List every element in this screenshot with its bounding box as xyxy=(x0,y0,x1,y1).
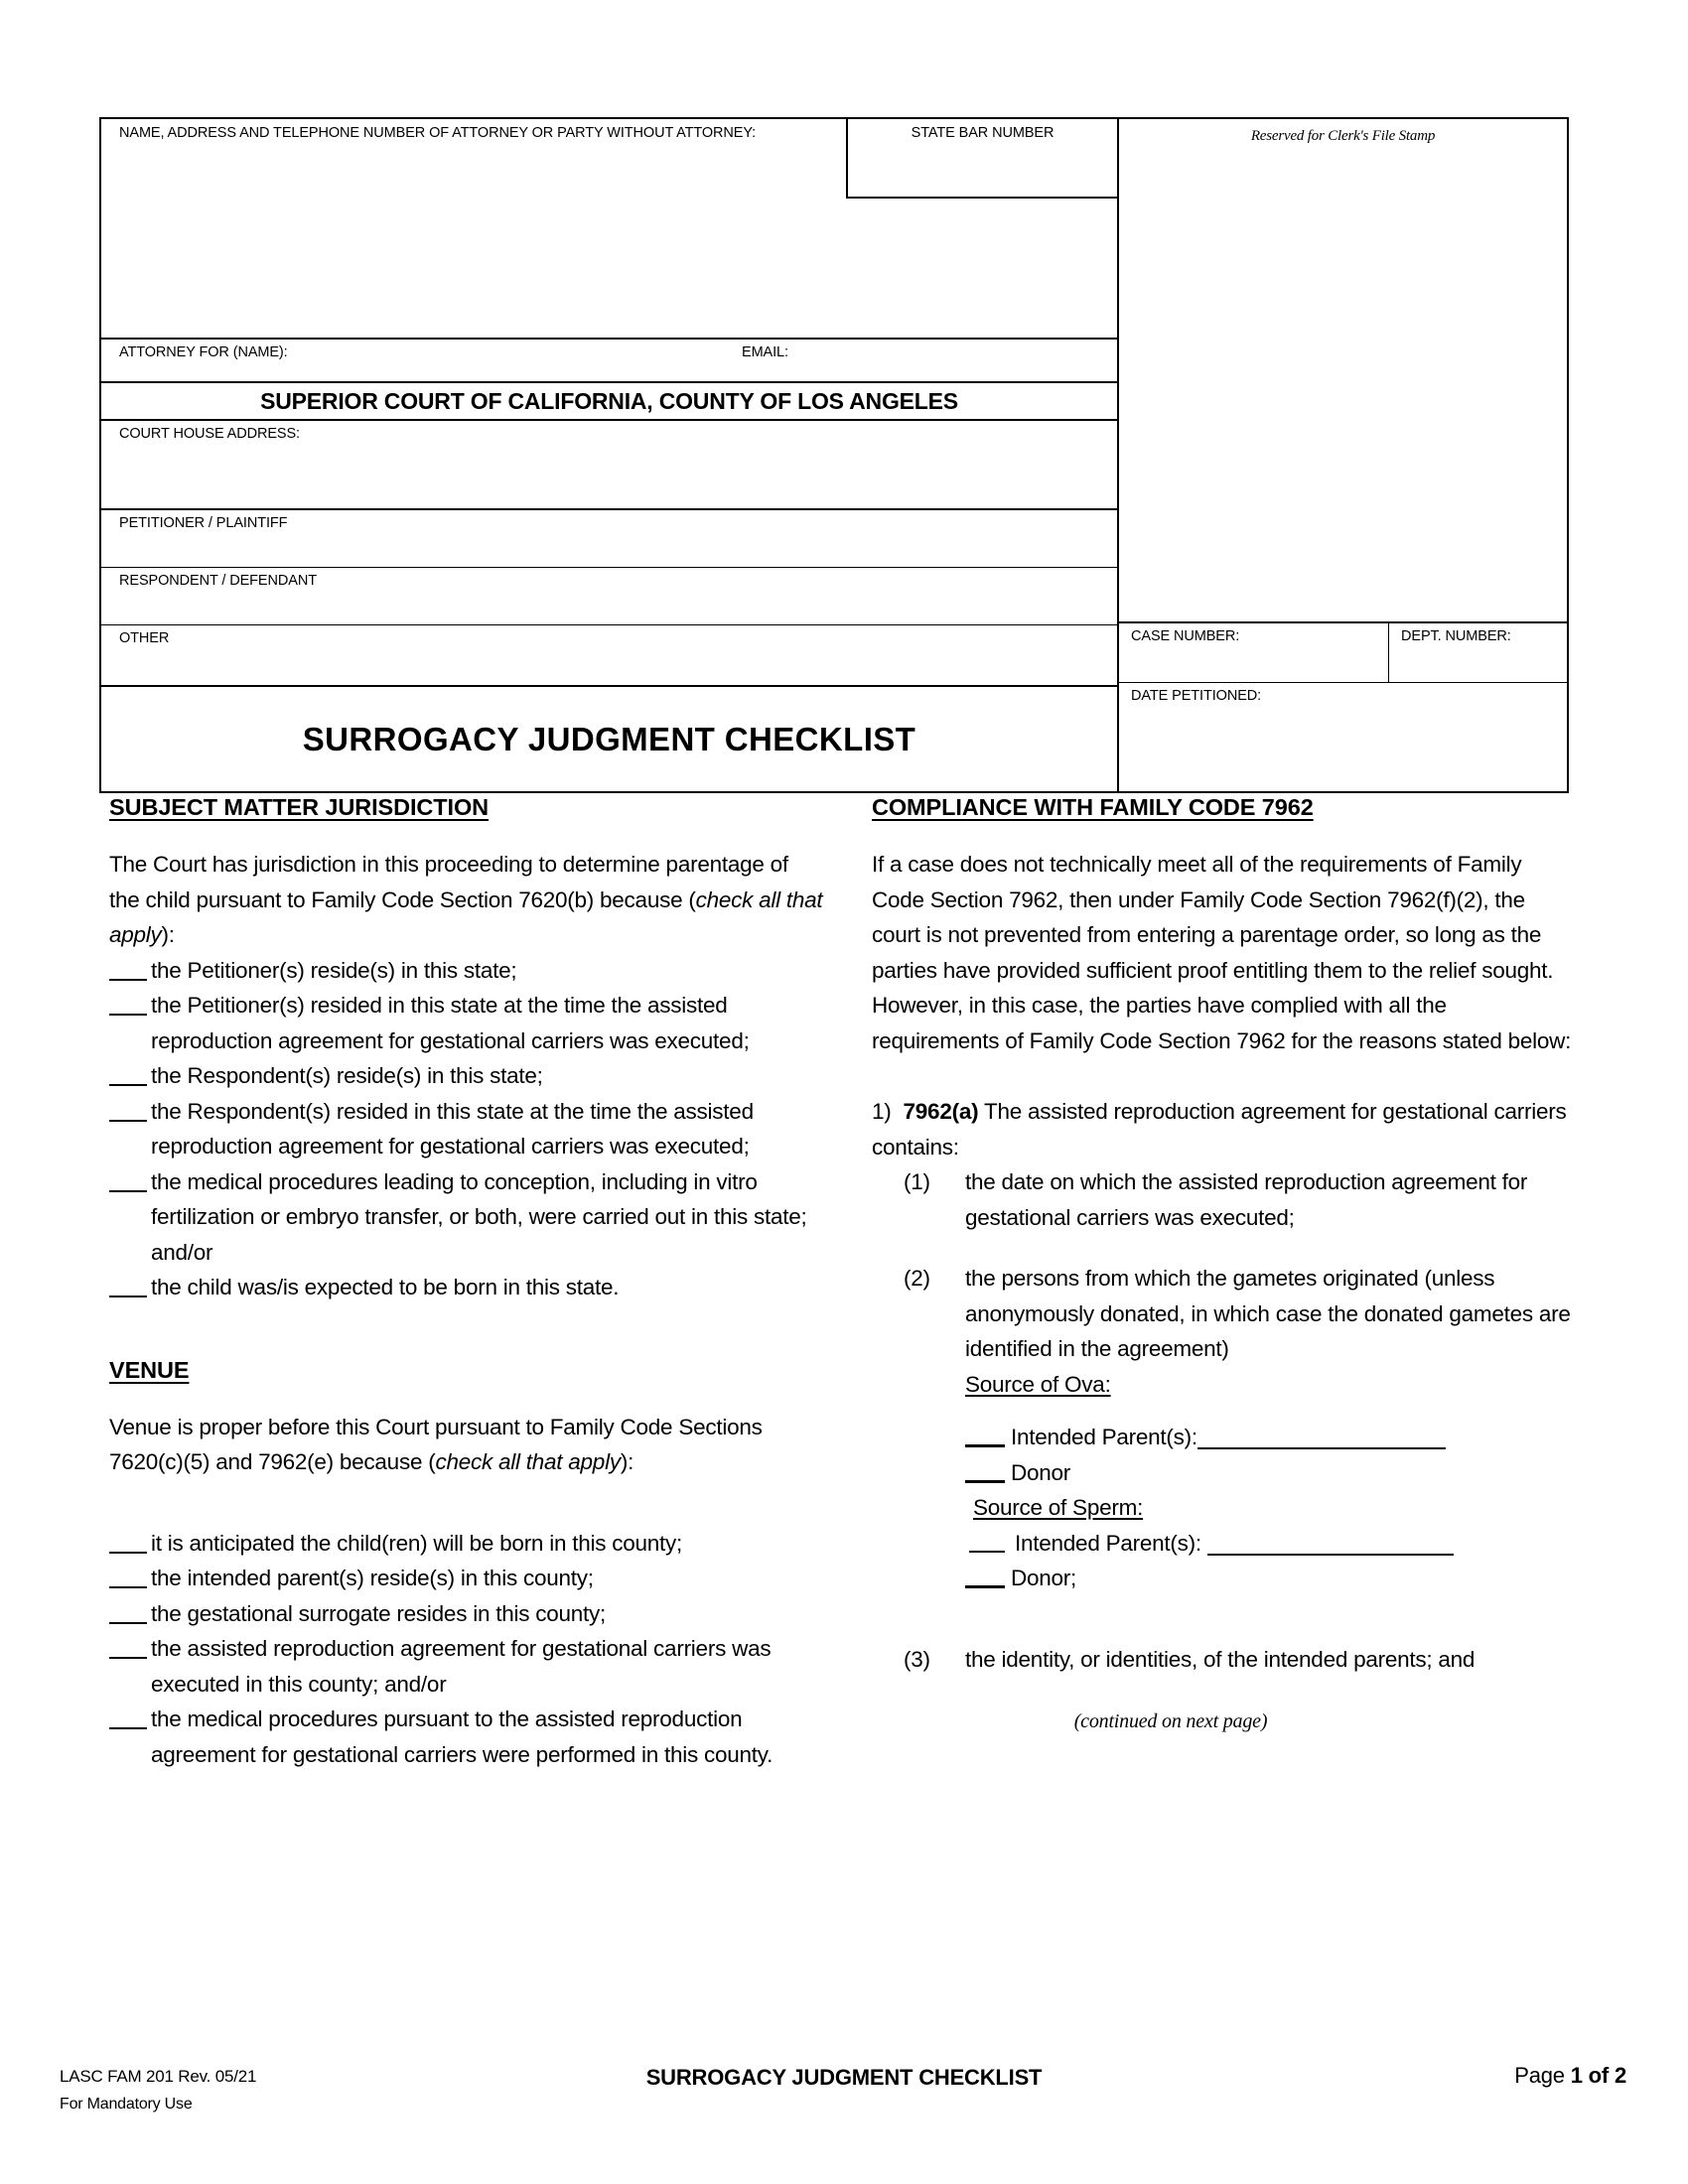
subitem-marker: (1) xyxy=(904,1169,930,1194)
checklist-item-label: the Petitioner(s) reside(s) in this state; xyxy=(151,957,517,983)
spacer xyxy=(872,1402,1579,1420)
checklist-item-label: the medical procedures leading to conception, including in vitro fertilization or embryo transfer, or both, were carried out in this state; and/or xyxy=(151,1168,807,1265)
case-number-label: CASE NUMBER: xyxy=(1131,628,1240,644)
compliance-subitem-2 xyxy=(904,1261,1579,1402)
source-of-sperm-row xyxy=(965,1490,1579,1526)
footer-mandatory-use: For Mandatory Use xyxy=(60,2096,193,2113)
attorney-name-label: NAME, ADDRESS AND TELEPHONE NUMBER OF ATTORNEY OR PARTY WITHOUT ATTORNEY: xyxy=(119,125,757,141)
sperm-donor-label: Donor; xyxy=(1011,1566,1077,1590)
item-text: The assisted reproduction agreement for gestational carriers contains: xyxy=(872,1099,1567,1160)
section-heading-jurisdiction: SUBJECT MATTER JURISDICTION xyxy=(109,794,490,820)
checklist-item[interactable] xyxy=(109,1164,824,1271)
spacer xyxy=(872,1058,1579,1094)
dept-number-field[interactable] xyxy=(1389,623,1567,682)
section-heading-venue: VENUE xyxy=(109,1356,190,1383)
continued-note: (continued on next page) xyxy=(1073,1710,1268,1732)
spacer xyxy=(109,1480,824,1526)
source-of-sperm-label: Source of Sperm: xyxy=(973,1495,1144,1520)
ova-options xyxy=(965,1420,1579,1596)
court-name: SUPERIOR COURT OF CALIFORNIA, COUNTY OF LOS ANGELES xyxy=(260,387,958,414)
checklist-item-label: the gestational surrogate resides in this county; xyxy=(151,1600,607,1626)
compliance-intro: If a case does not technically meet all of the requirements of Family Code Section 7962, then under Family Code Section 7962(f)(2), the court is not prevented from entering a parentage order, so long as the parties have provided sufficient proof entitling them to the relief sought. However, in this case, the parties have complied with all the requirements of Family Code Section 7962 for the reasons stated below: xyxy=(872,852,1572,1053)
blank-line-icon[interactable] xyxy=(109,1014,147,1016)
respondent-field[interactable] xyxy=(101,568,1117,625)
blank-line-icon[interactable] xyxy=(965,1585,1005,1588)
jurisdiction-intro xyxy=(109,847,824,953)
petitioner-field[interactable] xyxy=(101,510,1117,568)
blank-line-icon[interactable] xyxy=(109,1586,147,1588)
dept-number-label: DEPT. NUMBER: xyxy=(1401,628,1511,644)
footer-title: SURROGACY JUDGMENT CHECKLIST xyxy=(645,2065,1043,2090)
case-number-field[interactable] xyxy=(1119,623,1389,682)
courthouse-address-field[interactable] xyxy=(101,421,1117,510)
section-heading-compliance: COMPLIANCE WITH FAMILY CODE 7962 xyxy=(872,794,1314,820)
spacer xyxy=(872,1235,1579,1261)
state-bar-number-label: STATE BAR NUMBER xyxy=(911,125,1055,141)
date-petitioned-label: DATE PETITIONED: xyxy=(1131,688,1262,704)
jurisdiction-intro-part2: ): xyxy=(161,922,175,947)
blank-line-icon[interactable] xyxy=(109,1727,147,1729)
courthouse-address-label: COURT HOUSE ADDRESS: xyxy=(119,426,300,442)
checklist-item-label: the Petitioner(s) resided in this state at the time the assisted reproduction agreement for gestational carriers was executed; xyxy=(151,993,750,1053)
email-label: EMAIL: xyxy=(742,344,788,360)
checklist-item-label: the intended parent(s) reside(s) in this county; xyxy=(151,1566,594,1590)
sperm-intended-parents-label: Intended Parent(s): xyxy=(1015,1530,1201,1556)
checklist-item[interactable] xyxy=(109,1596,824,1632)
checklist-item-label: the Respondent(s) resided in this state at the time the assisted reproduction agreement for gestational carriers was executed; xyxy=(151,1098,754,1159)
checklist-item[interactable] xyxy=(109,1702,824,1772)
caption-right-column xyxy=(1119,119,1567,791)
compliance-subitem-1 xyxy=(904,1164,1579,1235)
subitem-marker: (3) xyxy=(904,1646,930,1672)
respondent-label: RESPONDENT / DEFENDANT xyxy=(119,573,317,589)
case-dept-row xyxy=(1119,623,1567,683)
clerk-file-stamp-label: Reserved for Clerk's File Stamp xyxy=(1250,128,1436,144)
checklist-item[interactable] xyxy=(109,988,824,1058)
page-prefix: Page xyxy=(1514,2063,1571,2088)
date-petitioned-field[interactable] xyxy=(1119,683,1567,728)
venue-intro xyxy=(109,1410,824,1480)
caption-left-column xyxy=(101,119,1119,791)
checklist-item-label: the assisted reproduction agreement for gestational carriers was executed in this county; and/or xyxy=(151,1636,772,1697)
venue-intro-part1: Venue is proper before this Court pursuant to Family Code Sections 7620(c)(5) and 7962(e) because ( xyxy=(109,1414,763,1474)
checklist-item[interactable] xyxy=(109,1526,824,1562)
blank-line-icon[interactable] xyxy=(109,979,147,981)
blank-line-icon[interactable] xyxy=(109,1657,147,1659)
subitem-text: the date on which the assisted reproduction agreement for gestational carriers was executed; xyxy=(965,1169,1528,1230)
venue-intro-italic: check all that apply xyxy=(435,1449,621,1474)
jurisdiction-intro-italic: check all that apply xyxy=(109,887,823,947)
sperm-donor-option[interactable] xyxy=(965,1561,1579,1596)
checklist-item-label: the medical procedures pursuant to the assisted reproduction agreement for gestational carriers were performed in this county. xyxy=(151,1706,774,1767)
sperm-intended-parents-input[interactable] xyxy=(1207,1530,1454,1556)
petitioner-label: PETITIONER / PLAINTIFF xyxy=(119,515,288,531)
sperm-intended-parents-option[interactable] xyxy=(965,1526,1579,1562)
blank-line-icon[interactable] xyxy=(109,1120,147,1122)
subitem-marker: (2) xyxy=(904,1266,930,1291)
attorney-for-row[interactable] xyxy=(101,338,1117,381)
checklist-item[interactable] xyxy=(109,1058,824,1094)
venue-checklist xyxy=(109,1526,824,1773)
code-reference: 7962(a) xyxy=(903,1099,979,1124)
blank-line-icon[interactable] xyxy=(109,1552,147,1554)
checklist-item[interactable] xyxy=(109,953,824,989)
jurisdiction-intro-part1: The Court has jurisdiction in this proceeding to determine parentage of the child pursuant to Family Code Section 7620(b) because ( xyxy=(109,852,788,912)
subitem-text: the persons from which the gametes originated (unless anonymously donated, in which case the donated gametes are identified in the agreement) xyxy=(965,1266,1571,1361)
blank-line-icon[interactable] xyxy=(109,1084,147,1086)
page-title: SURROGACY JUDGMENT CHECKLIST xyxy=(302,720,916,757)
ova-donor-label: Donor xyxy=(1011,1459,1071,1485)
other-field[interactable] xyxy=(101,625,1117,687)
ova-intended-parents-input[interactable] xyxy=(1197,1424,1446,1449)
checklist-item[interactable] xyxy=(109,1561,824,1596)
left-column xyxy=(109,794,824,1772)
right-column xyxy=(872,794,1579,1733)
page-number-value: 1 of 2 xyxy=(1570,2063,1626,2088)
spacer xyxy=(872,1596,1579,1642)
blank-line-icon[interactable] xyxy=(965,1444,1005,1447)
other-label: OTHER xyxy=(119,630,170,646)
blank-line-icon[interactable] xyxy=(109,1622,147,1624)
state-bar-number-field[interactable] xyxy=(846,119,1117,199)
checklist-item[interactable] xyxy=(109,1094,824,1164)
attorney-row xyxy=(101,119,1117,338)
page-footer xyxy=(0,2063,1688,2142)
venue-intro-part2: ): xyxy=(620,1449,634,1474)
jurisdiction-checklist xyxy=(109,953,824,1305)
ova-intended-parents-label: Intended Parent(s): xyxy=(1011,1425,1197,1449)
attorney-for-label: ATTORNEY FOR (NAME): xyxy=(119,344,288,360)
document-title-row xyxy=(101,687,1117,791)
blank-line-icon[interactable] xyxy=(109,1190,147,1192)
footer-page-number xyxy=(1514,2063,1626,2089)
court-name-row xyxy=(101,381,1117,421)
subitem-text: the identity, or identities, of the intended parents; and xyxy=(965,1646,1476,1672)
source-of-ova-label: Source of Ova: xyxy=(965,1371,1111,1397)
ova-donor-option[interactable] xyxy=(965,1455,1579,1491)
clerk-file-stamp-area xyxy=(1119,119,1567,623)
checklist-item-label: the Respondent(s) reside(s) in this state; xyxy=(151,1063,543,1088)
checklist-item-label: the child was/is expected to be born in this state. xyxy=(151,1275,620,1299)
checklist-item-label: it is anticipated the child(ren) will be born in this county; xyxy=(151,1530,683,1556)
checklist-item[interactable] xyxy=(109,1631,824,1702)
item-marker: 1) xyxy=(872,1099,892,1124)
blank-line-icon[interactable] xyxy=(965,1480,1005,1483)
blank-line-icon[interactable] xyxy=(109,1296,147,1297)
caption-box xyxy=(99,117,1569,793)
compliance-item-1 xyxy=(872,1094,1579,1164)
checklist-item[interactable] xyxy=(109,1270,824,1305)
compliance-subitem-3 xyxy=(904,1642,1579,1678)
blank-line-icon[interactable] xyxy=(969,1551,1005,1553)
ova-intended-parents-option[interactable] xyxy=(965,1420,1579,1455)
footer-form-id: LASC FAM 201 Rev. 05/21 xyxy=(60,2067,257,2086)
attorney-name-field[interactable] xyxy=(101,119,846,338)
